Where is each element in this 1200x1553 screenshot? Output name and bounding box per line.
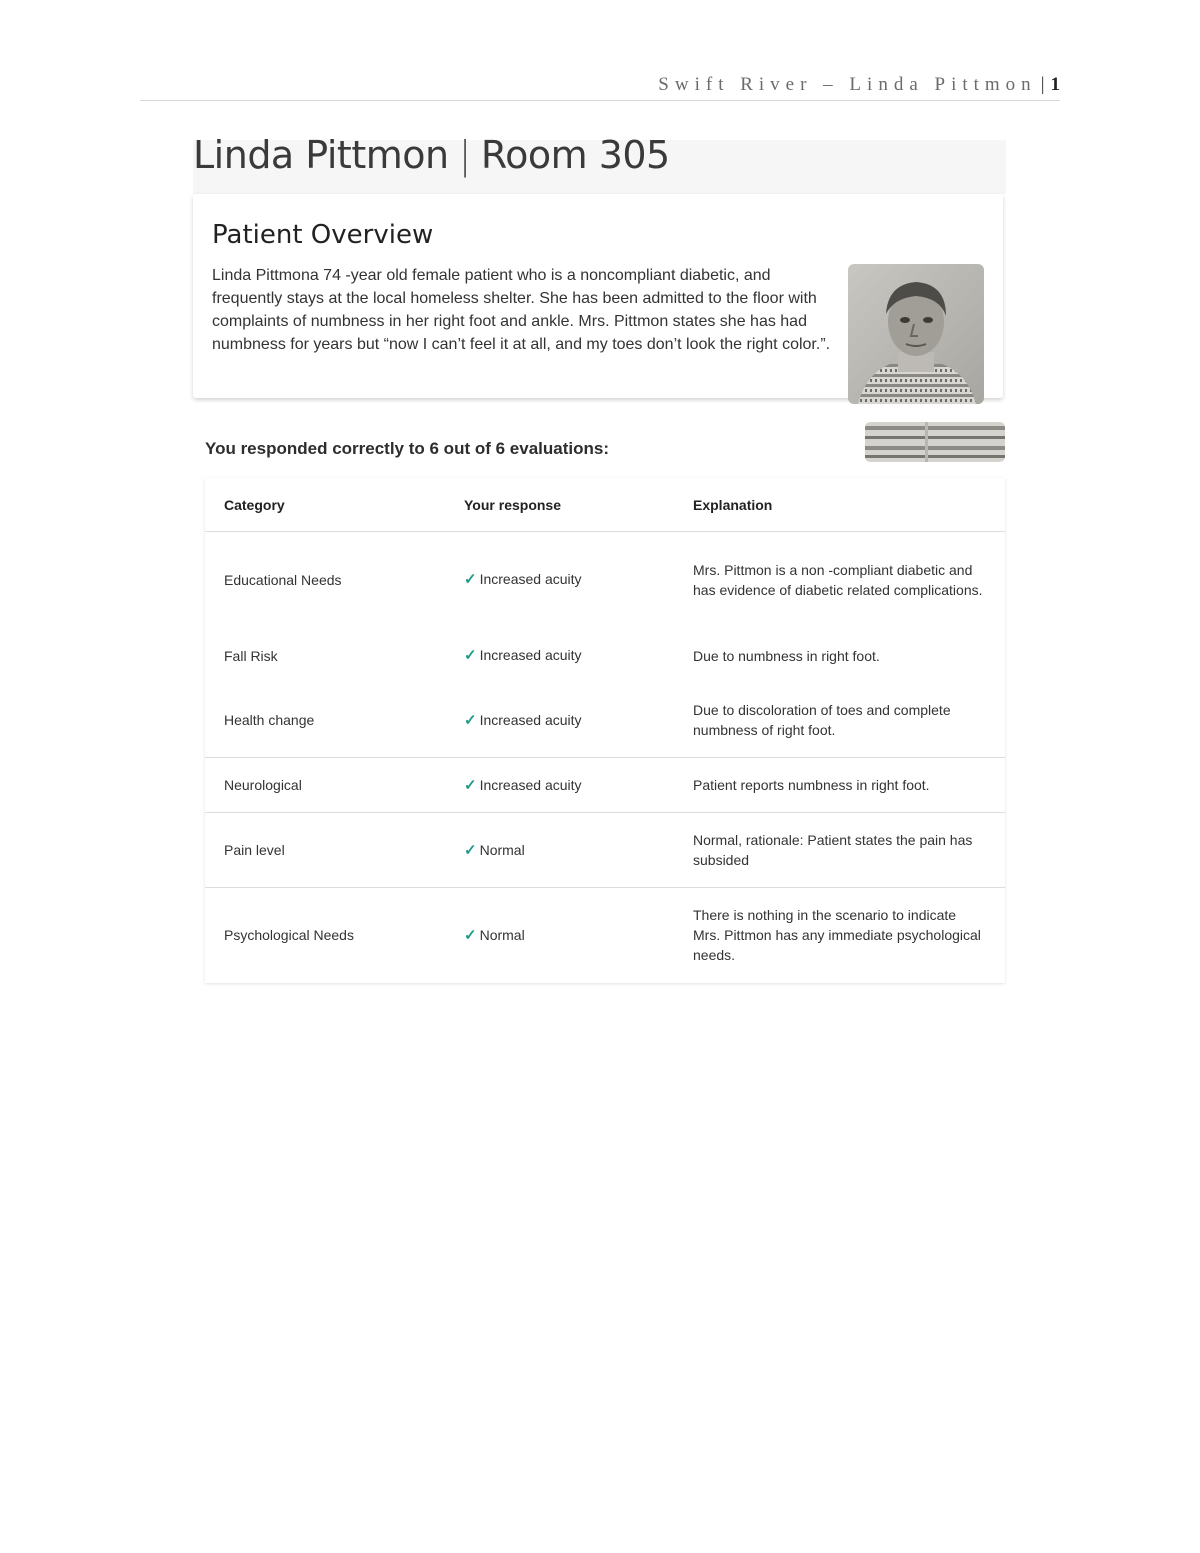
title-divider: | xyxy=(458,133,471,177)
row-explanation: Due to discoloration of toes and complete numbness of right foot. xyxy=(693,684,1005,758)
row-explanation: There is nothing in the scenario to indicate Mrs. Pittmon has any immediate psychological needs. xyxy=(693,907,981,964)
table-row xyxy=(205,758,1005,813)
header-response: Your response xyxy=(464,478,693,532)
header-category: Category xyxy=(205,478,464,532)
check-icon: ✓ xyxy=(464,776,477,794)
check-icon: ✓ xyxy=(464,647,477,664)
response-label: Increased acuity xyxy=(479,647,582,663)
room-number: Room 305 xyxy=(480,133,670,177)
evaluation-table xyxy=(205,478,1005,983)
row-category: Health change xyxy=(205,684,464,758)
response-label: Increased acuity xyxy=(479,711,582,728)
header-text-group xyxy=(658,74,1060,96)
table-row xyxy=(205,813,1005,888)
patient-photo xyxy=(848,264,984,404)
patient-photo-strip xyxy=(865,422,1005,462)
table-header-row xyxy=(205,478,1005,532)
row-explanation: Normal, rationale: Patient states the pain has subsided xyxy=(693,813,1005,888)
overview-text: Linda Pittmona 74 -year old female patient who is a noncompliant diabetic, and frequently stays at the local homeless shelter. She has been admitted to the floor with complaints of numbness in her right foot and ankle. Mrs. Pittmon states she has had numbness for years but “now I can’t feel it at all, and my toes don’t look the right color.”. xyxy=(212,267,831,353)
check-icon: ✓ xyxy=(464,926,477,944)
table-row xyxy=(205,888,1005,983)
patient-name: Linda Pittmon xyxy=(193,133,449,177)
table-row xyxy=(205,532,1005,628)
row-category: Pain level xyxy=(205,813,464,888)
row-response xyxy=(464,628,693,684)
overview-heading: Patient Overview xyxy=(212,220,434,250)
check-icon: ✓ xyxy=(464,841,477,859)
results-summary: You responded correctly to 6 out of 6 evaluations: xyxy=(205,439,609,458)
row-response xyxy=(464,888,693,983)
check-icon: ✓ xyxy=(464,711,477,729)
response-label: Increased acuity xyxy=(479,571,582,588)
row-category: Fall Risk xyxy=(224,647,278,664)
response-label: Normal xyxy=(479,926,525,943)
response-label: Increased acuity xyxy=(479,776,582,793)
row-response xyxy=(464,684,693,758)
row-explanation: Mrs. Pittmon is a non -compliant diabetic and has evidence of diabetic related complications. xyxy=(693,561,983,598)
header-explanation: Explanation xyxy=(693,478,1005,532)
row-response xyxy=(464,758,693,813)
row-category: Psychological Needs xyxy=(224,927,354,944)
row-explanation: Due to numbness in right foot. xyxy=(693,647,880,664)
row-explanation: Patient reports numbness in right foot. xyxy=(693,758,1005,813)
table-row xyxy=(205,684,1005,758)
check-icon: ✓ xyxy=(464,571,477,589)
page-header xyxy=(140,70,1060,101)
header-separator: | xyxy=(1040,74,1045,95)
page-number: 1 xyxy=(1050,74,1060,95)
table-row xyxy=(205,628,1005,684)
response-label: Normal xyxy=(479,841,525,858)
header-title: Swift River – Linda Pittmon xyxy=(658,74,1037,95)
row-response xyxy=(464,813,693,888)
row-response xyxy=(464,532,693,628)
page-title xyxy=(193,133,670,177)
title-bar xyxy=(193,133,1006,194)
row-category: Neurological xyxy=(205,758,464,813)
row-category: Educational Needs xyxy=(224,571,342,588)
